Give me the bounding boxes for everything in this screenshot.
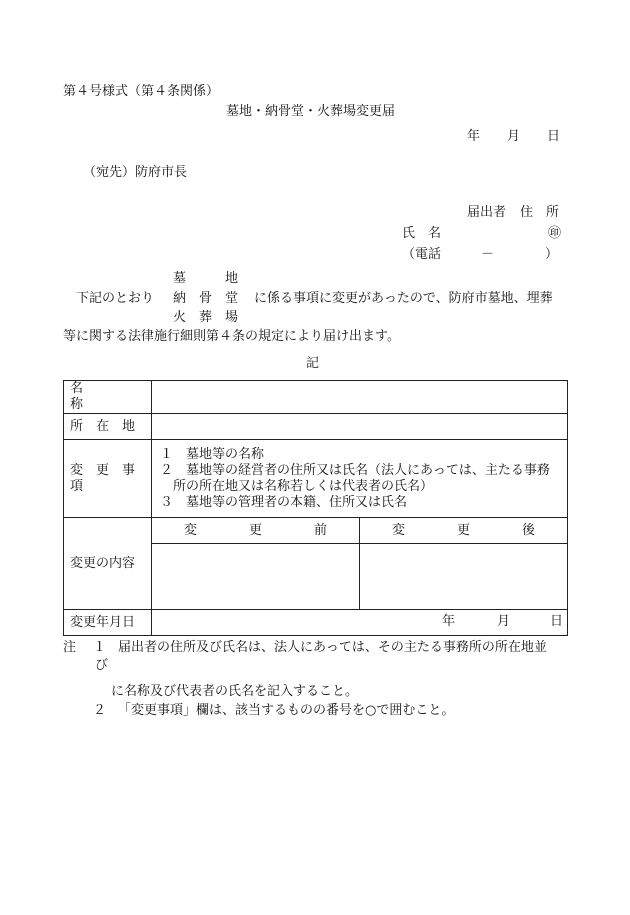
after-field[interactable] — [360, 544, 568, 610]
location-field[interactable] — [152, 414, 568, 440]
facility-option-crematorium: 火 葬 場 — [173, 310, 239, 325]
facility-option-cemetery: 墓 地 — [173, 271, 239, 286]
change-date-day: 日 — [550, 614, 564, 629]
facility-option-ossuary: 納 骨 堂 — [173, 291, 239, 306]
change-date-label: 変更年月日 — [64, 610, 152, 636]
addressee: （宛先）防府市長 — [83, 165, 188, 180]
before-label: 変 更 前 — [152, 518, 360, 544]
date-month: 月 — [507, 129, 521, 144]
name-field[interactable] — [152, 381, 568, 414]
form-number: 第４号様式（第４条関係） — [63, 84, 220, 99]
body-line2: 等に関する法律施行細則第４条の規定により届け出ます。 — [63, 329, 400, 344]
change-item-1[interactable]: １ 墓地等の名称 — [160, 446, 265, 462]
after-label: 変 更 後 — [360, 518, 568, 544]
seal-mark: ㊞ — [548, 226, 562, 241]
note1-text: 届出者の住所及び氏名は、法人にあっては、その主たる事務所の所在地並 — [118, 640, 547, 655]
change-item-3[interactable]: ３ 墓地等の管理者の本籍、住所又は氏名 — [160, 494, 408, 510]
phone-dash: － — [481, 247, 495, 262]
change-date-month: 月 — [497, 614, 511, 629]
applicant-role: 届出者 — [467, 205, 507, 220]
note2-text: 「変更事項」欄は、該当するものの番号を○で囲むこと。 — [118, 703, 455, 718]
document-title: 墓地・納骨堂・火葬場変更届 — [226, 104, 396, 119]
change-item-2-cont: 所の所在地又は名称若しくは代表者の氏名） — [160, 478, 434, 494]
date-year: 年 — [467, 129, 481, 144]
date-day: 日 — [547, 129, 561, 144]
change-date-year: 年 — [442, 614, 456, 629]
phone-open: （電話 — [402, 247, 442, 262]
change-items-label: 変 更 事 項 — [64, 440, 152, 518]
body-post: に係る事項に変更があったので、防府市墓地、埋葬 — [254, 291, 553, 306]
name-label: 氏 名 — [402, 226, 442, 241]
change-form-table — [63, 380, 568, 636]
change-items-list — [152, 440, 568, 518]
change-item-2[interactable]: ２ 墓地等の経営者の住所又は氏名（法人にあっては、主たる事務 — [160, 462, 550, 478]
note1-continuation: に名称及び代表者の氏名を記入すること。 — [111, 684, 359, 699]
address-label: 住 所 — [520, 205, 560, 220]
name-row-label: 名 称 — [64, 381, 152, 414]
phone-close: ） — [545, 247, 559, 262]
note1-number: １ — [93, 640, 107, 655]
note2-number: ２ — [93, 703, 107, 718]
change-date-field[interactable] — [152, 610, 568, 636]
before-field[interactable] — [152, 544, 360, 610]
note1-wrap: び — [95, 658, 109, 673]
location-row-label: 所 在 地 — [64, 414, 152, 440]
body-pre: 下記のとおり — [76, 291, 155, 306]
notes-prefix: 注 — [63, 640, 77, 655]
change-content-label: 変更の内容 — [64, 518, 152, 610]
ki-heading: 記 — [306, 356, 320, 371]
